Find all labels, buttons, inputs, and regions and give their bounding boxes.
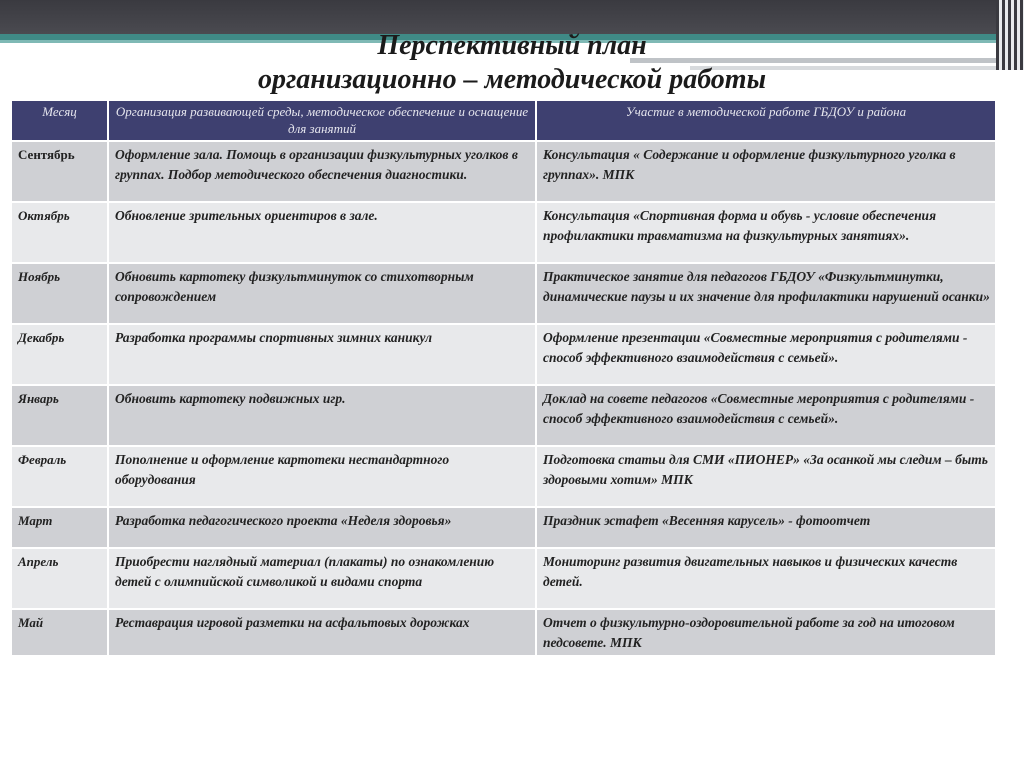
table-row <box>12 324 996 385</box>
month-cell: Март <box>12 507 108 548</box>
page-title-line-1: Перспективный план <box>377 30 647 61</box>
month-cell: Ноябрь <box>12 263 108 324</box>
table-row <box>12 263 996 324</box>
month-cell: Апрель <box>12 548 108 609</box>
month-cell: Декабрь <box>12 324 108 385</box>
table-row <box>12 446 996 507</box>
table-row <box>12 507 996 548</box>
environment-cell: Обновить картотеку физкультминуток со стихотворным сопровождением <box>108 263 536 324</box>
month-cell: Сентябрь <box>12 141 108 202</box>
page-title-line-2: организационно – методической работы <box>257 64 767 95</box>
environment-cell: Обновить картотеку подвижных игр. <box>108 385 536 446</box>
environment-cell: Разработка программы спортивных зимних каникул <box>108 324 536 385</box>
header-methodical-work: Участие в методической работе ГБДОУ и района <box>536 101 996 141</box>
table-row <box>12 609 996 655</box>
month-cell: Октябрь <box>12 202 108 263</box>
environment-cell: Обновление зрительных ориентиров в зале. <box>108 202 536 263</box>
methodical-cell: Подготовка статьи для СМИ «ПИОНЕР» «За осанкой мы следим – быть здоровыми хотим» МПК <box>536 446 996 507</box>
environment-cell: Приобрести наглядный материал (плакаты) по ознакомлению детей с олимпийской символикой и видами спорта <box>108 548 536 609</box>
environment-cell: Пополнение и оформление картотеки нестандартного оборудования <box>108 446 536 507</box>
methodical-cell: Отчет о физкультурно-оздоровительной работе за год на итоговом педсовете. МПК <box>536 609 996 655</box>
environment-cell: Разработка педагогического проекта «Неделя здоровья» <box>108 507 536 548</box>
environment-cell: Оформление зала. Помощь в организации физкультурных уголков в группах. Подбор методического обеспечения диагностики. <box>108 141 536 202</box>
table-row <box>12 385 996 446</box>
header-month: Месяц <box>12 101 108 141</box>
methodical-cell: Праздник эстафет «Весенняя карусель» - фотоотчет <box>536 507 996 548</box>
table-row <box>12 141 996 202</box>
table-header-row <box>12 101 996 141</box>
methodical-cell: Практическое занятие для педагогов ГБДОУ «Физкультминутки, динамические паузы и их значение для профилактики нарушений осанки» <box>536 263 996 324</box>
table-row <box>12 548 996 609</box>
top-decorative-band <box>0 0 1024 34</box>
plan-table <box>12 101 997 655</box>
month-cell: Январь <box>12 385 108 446</box>
methodical-cell: Консультация « Содержание и оформление физкультурного уголка в группах». МПК <box>536 141 996 202</box>
month-cell: Февраль <box>12 446 108 507</box>
header-environment: Организация развивающей среды, методическое обеспечение и оснащение для занятий <box>108 101 536 141</box>
month-cell: Май <box>12 609 108 655</box>
methodical-cell: Оформление презентации «Совместные мероприятия с родителями - способ эффективного взаимодействия с семьей». <box>536 324 996 385</box>
methodical-cell: Мониторинг развития двигательных навыков и физических качеств детей. <box>536 548 996 609</box>
methodical-cell: Консультация «Спортивная форма и обувь - условие обеспечения профилактики травматизма на физкультурных занятиях». <box>536 202 996 263</box>
environment-cell: Реставрация игровой разметки на асфальтовых дорожках <box>108 609 536 655</box>
methodical-cell: Доклад на совете педагогов «Совместные мероприятия с родителями - способ эффективного взаимодействия с семьей». <box>536 385 996 446</box>
table-row <box>12 202 996 263</box>
